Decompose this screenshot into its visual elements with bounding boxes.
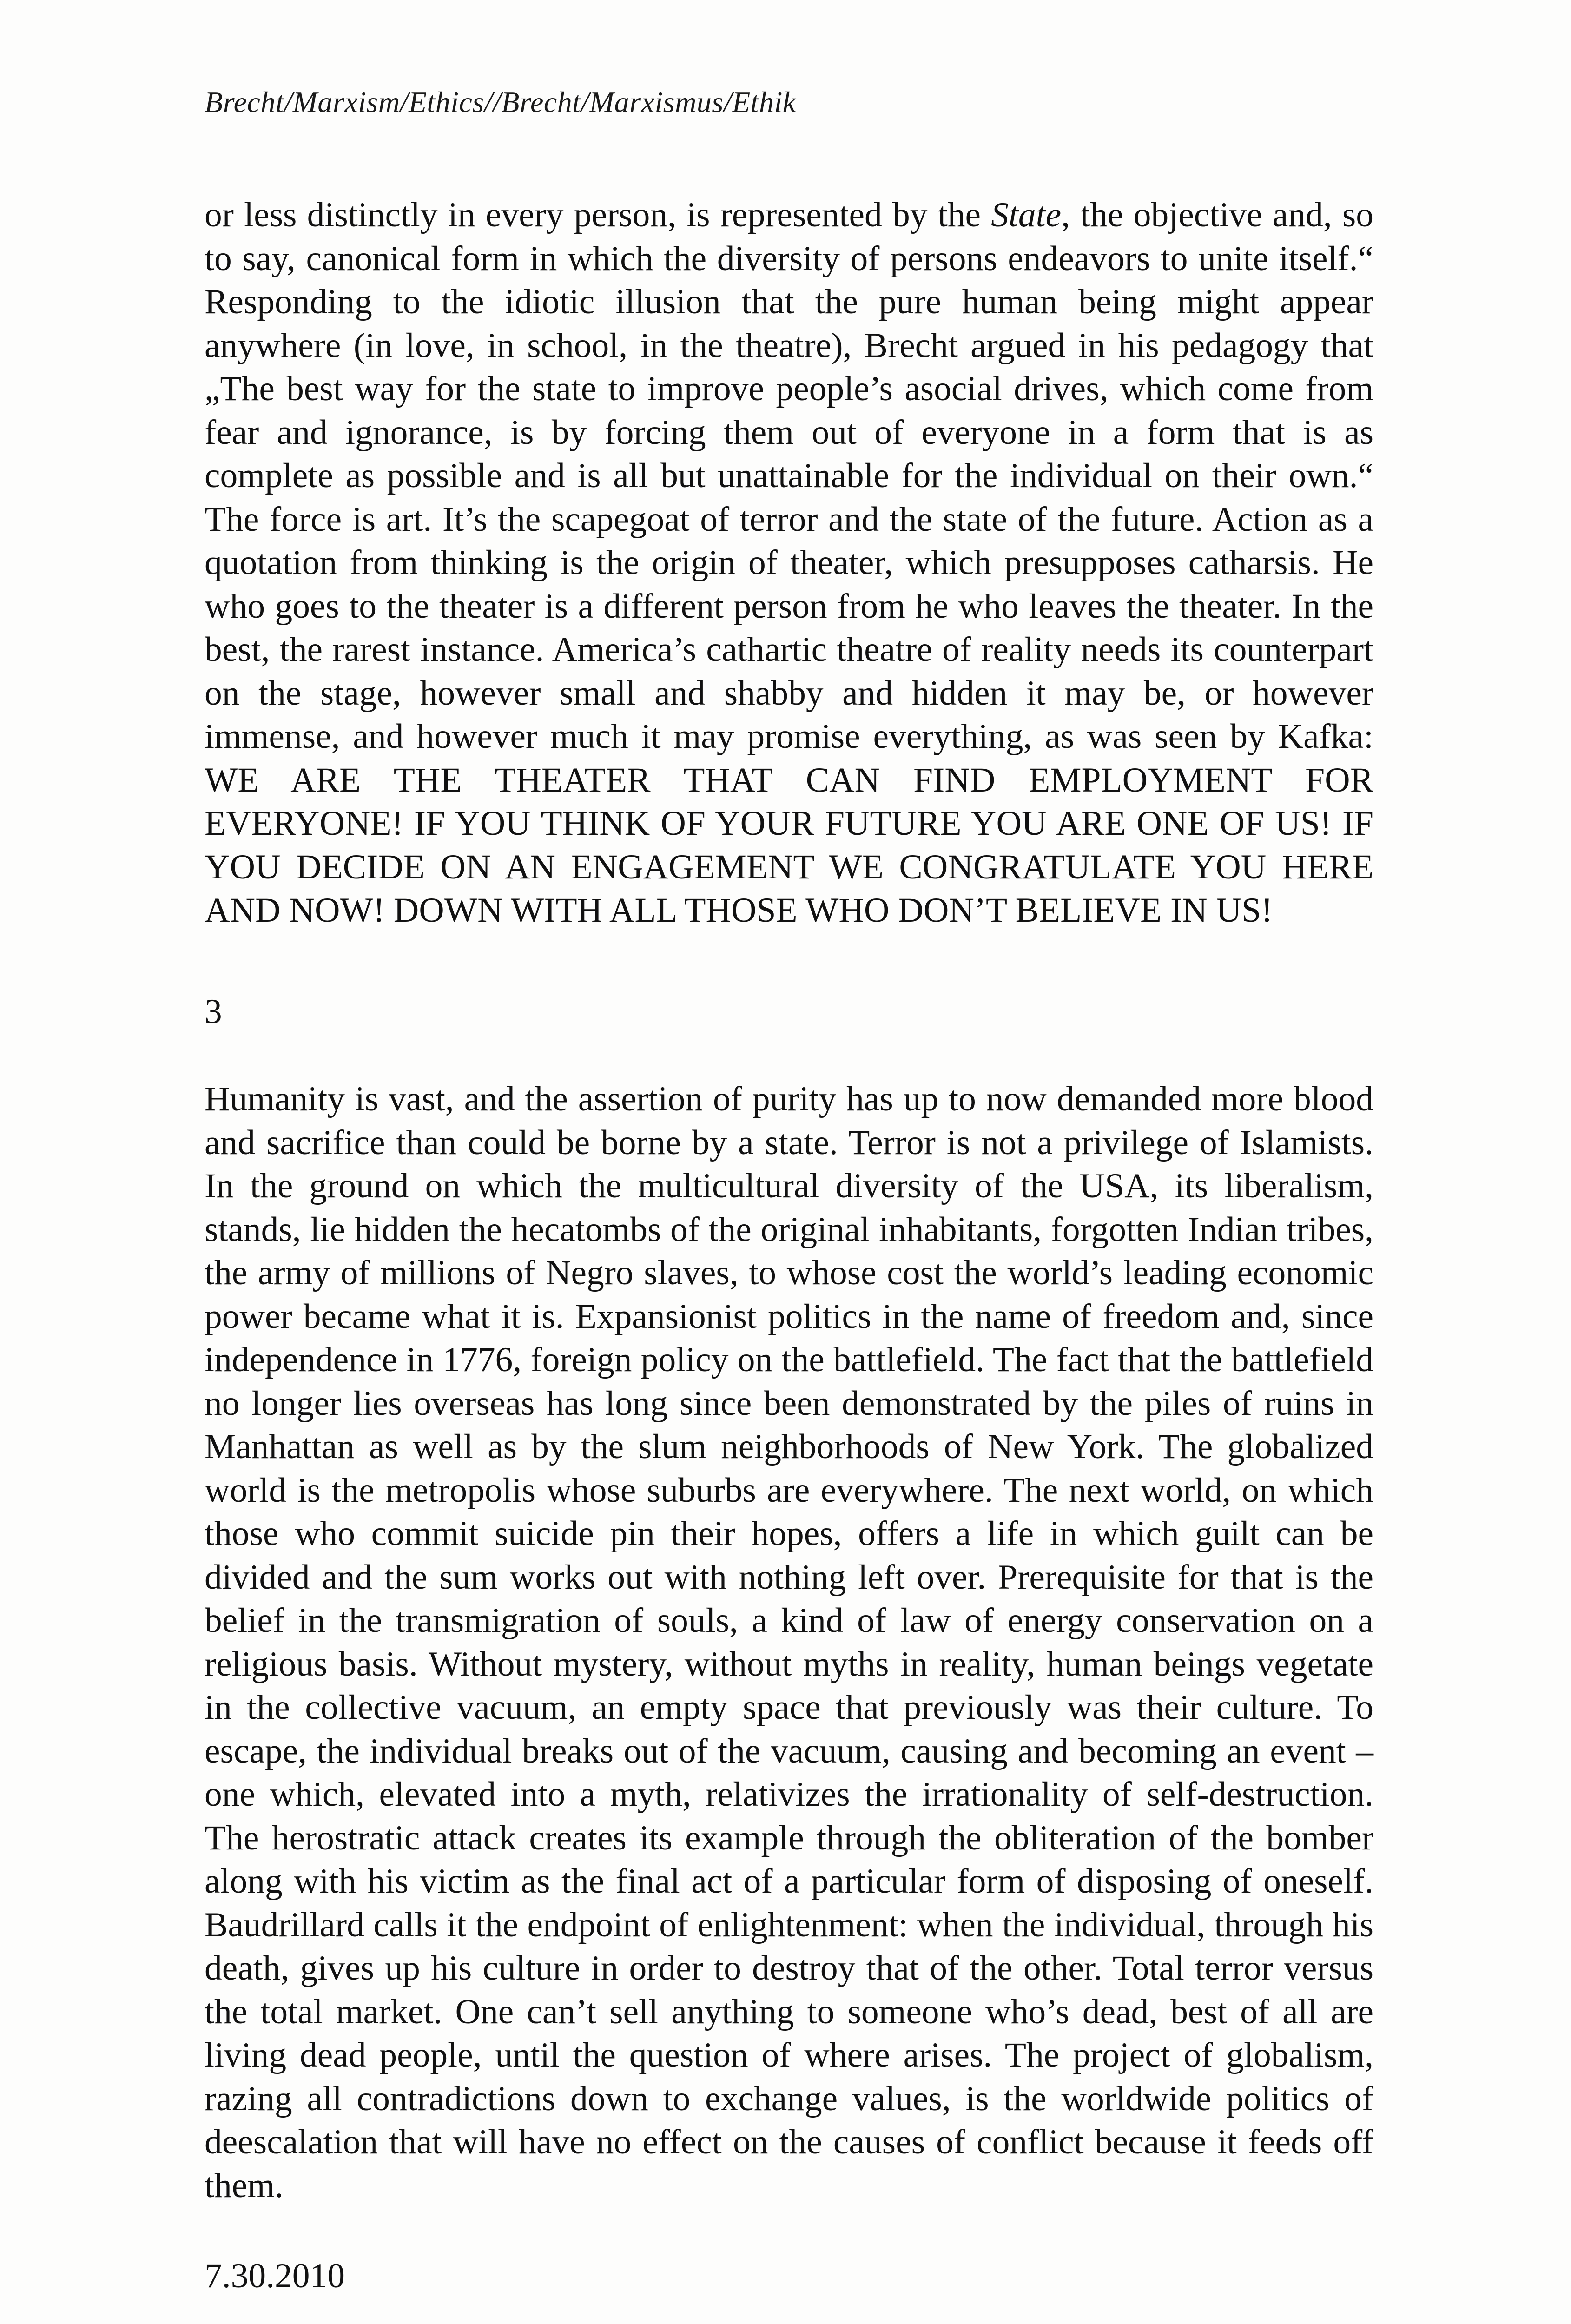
section-number: 3 — [205, 992, 222, 1031]
running-head: Brecht/Marxism/Ethics//Brecht/Marxismus/Ethik — [205, 86, 796, 119]
date-line: 7.30.2010 — [205, 2257, 345, 2295]
paragraph-1-text-start: or less distinctly in every person, is represented by the — [205, 196, 991, 234]
paragraph-1-text — [205, 193, 1373, 932]
body-paragraph-2 — [205, 1077, 1373, 2207]
state-emphasis: State — [991, 196, 1062, 234]
body-paragraph-1 — [205, 193, 1373, 932]
paragraph-2-text: Humanity is vast, and the assertion of purity has up to now demanded more blood and sacrifice than could be borne by a state. Terror is not a privilege of Islamists. In the ground on which the multicultural diversity of the USA, its liberalism, stands, lie hidden the hecatombs of the original inhabitants, forgotten Indian tribes, the army of millions of Negro slaves, to whose cost the world’s leading economic power became what it is. Expansionist politics in the name of freedom and, since independence in 1776, foreign policy on the battlefield. The fact that the battlefield no longer lies overseas has long since been demonstrated by the piles of ruins in Manhattan as well as by the slum neighborhoods of New York. The globalized world is the metropolis whose suburbs are everywhere. The next world, on which those who commit suicide pin their hopes, offers a life in which guilt can be divided and the sum works out with nothing left over. Prerequisite for that is the belief in the transmigration of souls, a kind of law of energy conservation on a religious basis. Without mystery, without myths in reality, human beings vegetate in the collective vacuum, an empty space that previously was their culture. To escape, the individual breaks out of the vacuum, causing and becoming an event – one which, elevated into a myth, relativizes the irrationality of self-destruction. The herostratic attack creates its example through the obliteration of the bomber along with his victim as the final act of a particular form of disposing of oneself. Baudrillard calls it the endpoint of enlightenment: when the individual, through his death, gives up his culture in order to destroy that of the other. Total terror versus the total market. One can’t sell anything to someone who’s dead, best of all are living dead people, until the question of where arises. The project of globalism, razing all contradictions down to exchange values, is the worldwide politics of deescalation that will have no effect on the causes of conflict because it feeds off them. — [205, 1080, 1373, 2205]
paragraph-1-text-end: , the objective and, so to say, canonical form in which the diversity of persons endeavors to unite itself.“ Responding to the idiotic illusion that the pure human being might appear anywhere (in love, in school, in the theatre), Brecht argued in his pedagogy that „The best way for the state to improve people’s asocial drives, which come from fear and ignorance, is by forcing them out of everyone in a form that is as complete as possible and is all but unattainable for the individual on their own.“ The force is art. It’s the scapegoat of terror and the state of the future. Action as a quotation from thinking is the origin of theater, which presupposes catharsis. He who goes to the theater is a different person from he who leaves the theater. In the best, the rarest instance. America’s cathartic theatre of reality needs its counterpart on the stage, however small and shabby and hidden it may be, or however immense, and however much it may promise everything, as was seen by Kafka: WE ARE THE THEATER THAT CAN FIND EMPLOYMENT FOR EVERYONE! IF YOU THINK OF YOUR FUTURE YOU ARE ONE OF US! IF YOU DECIDE ON AN ENGAGEMENT WE CONGRATULATE YOU HERE AND NOW! DOWN WITH ALL THOSE WHO DON’T BELIEVE IN US! — [205, 196, 1373, 930]
